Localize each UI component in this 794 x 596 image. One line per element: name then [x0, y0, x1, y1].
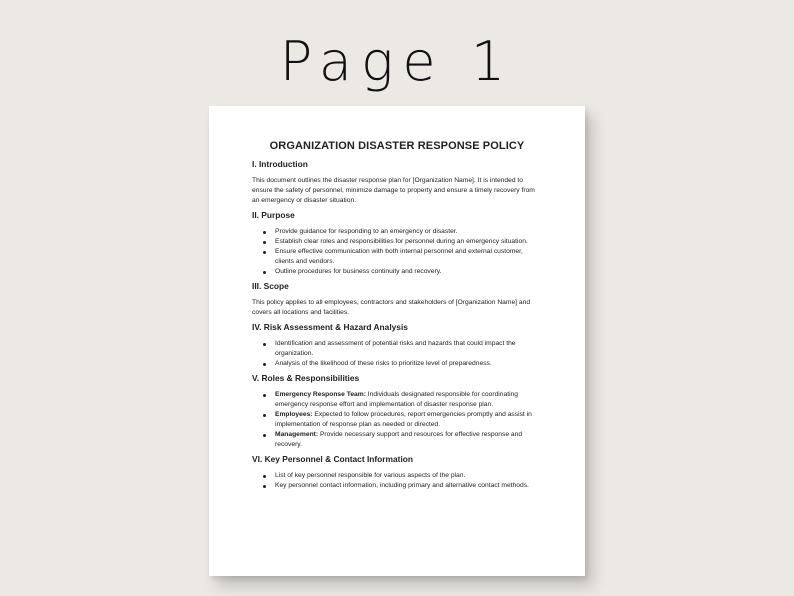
- list-item: [252, 247, 542, 267]
- bullet-icon: [263, 475, 266, 478]
- bullet-icon: [263, 343, 266, 346]
- document-title: ORGANIZATION DISASTER RESPONSE POLICY: [269, 140, 525, 152]
- role-term: Emergency Response Team:: [275, 391, 366, 398]
- role-description: Expected to follow procedures, report emergencies promptly and assist in implementation of response plan as needed or directed.: [275, 411, 532, 428]
- bullet-icon: [263, 394, 266, 397]
- scope-text: This policy applies to all employees, contractors and stakeholders of [Organization Name] and covers all locations and facilities.: [252, 299, 531, 316]
- list-item: [252, 390, 542, 410]
- roles-list: [252, 390, 542, 450]
- bullet-icon: [263, 414, 266, 417]
- bullet-icon: [263, 271, 266, 274]
- list-item-text: Analysis of the likelihood of these risks to prioritize level of preparedness.: [275, 360, 492, 367]
- list-item-text: List of key personnel responsible for various aspects of the plan.: [275, 472, 466, 479]
- section-heading-scope: III. Scope: [252, 281, 289, 291]
- list-item-text: Establish clear roles and responsibilities for personnel during an emergency situation.: [275, 238, 528, 245]
- list-item-text: Identification and assessment of potential risks and hazards that could impact the organization.: [275, 340, 516, 357]
- page-heading: Page 1: [279, 30, 515, 93]
- list-item: [252, 237, 542, 247]
- bullet-icon: [263, 251, 266, 254]
- bullet-icon: [263, 241, 266, 244]
- list-item: [252, 339, 542, 359]
- section-heading-personnel: VI. Key Personnel & Contact Information: [252, 454, 414, 464]
- list-item: [252, 267, 542, 277]
- list-item-text: Key personnel contact information, including primary and alternative contact methods.: [275, 482, 529, 489]
- bullet-icon: [263, 363, 266, 366]
- list-item-text: Ensure effective communication with both internal personnel and external customer, clients and vendors.: [275, 248, 523, 265]
- introduction-text: This document outlines the disaster response plan for [Organization Name]. It is intended to ensure the safety of personnel, minimize damage to property and ensure a timely recovery from an emergency or disaster situation.: [252, 177, 535, 204]
- list-item: [252, 410, 542, 430]
- bullet-icon: [263, 231, 266, 234]
- section-heading-introduction: I. Introduction: [252, 159, 308, 169]
- role-term: Employees:: [275, 411, 313, 418]
- risk-list: [252, 339, 542, 369]
- bullet-icon: [263, 485, 266, 488]
- list-item: [252, 481, 542, 491]
- personnel-list: [252, 471, 542, 491]
- list-item-text: Provide guidance for responding to an emergency or disaster.: [275, 228, 458, 235]
- role-description: Individuals designated responsible for coordinating emergency response effort and implementation of disaster response plan.: [275, 391, 518, 408]
- purpose-list: [252, 227, 542, 277]
- role-description: Provide necessary support and resources for effective response and recovery.: [275, 431, 523, 448]
- document-page: [209, 106, 585, 576]
- role-term: Management:: [275, 431, 319, 438]
- section-heading-roles: V. Roles & Responsibilities: [252, 373, 360, 383]
- list-item-text: Outline procedures for business continuity and recovery.: [275, 268, 442, 275]
- list-item: [252, 471, 542, 481]
- list-item: [252, 227, 542, 237]
- list-item: [252, 430, 542, 450]
- section-heading-purpose: II. Purpose: [252, 210, 295, 220]
- list-item: [252, 359, 542, 369]
- bullet-icon: [263, 434, 266, 437]
- section-heading-risk: IV. Risk Assessment & Hazard Analysis: [252, 322, 408, 332]
